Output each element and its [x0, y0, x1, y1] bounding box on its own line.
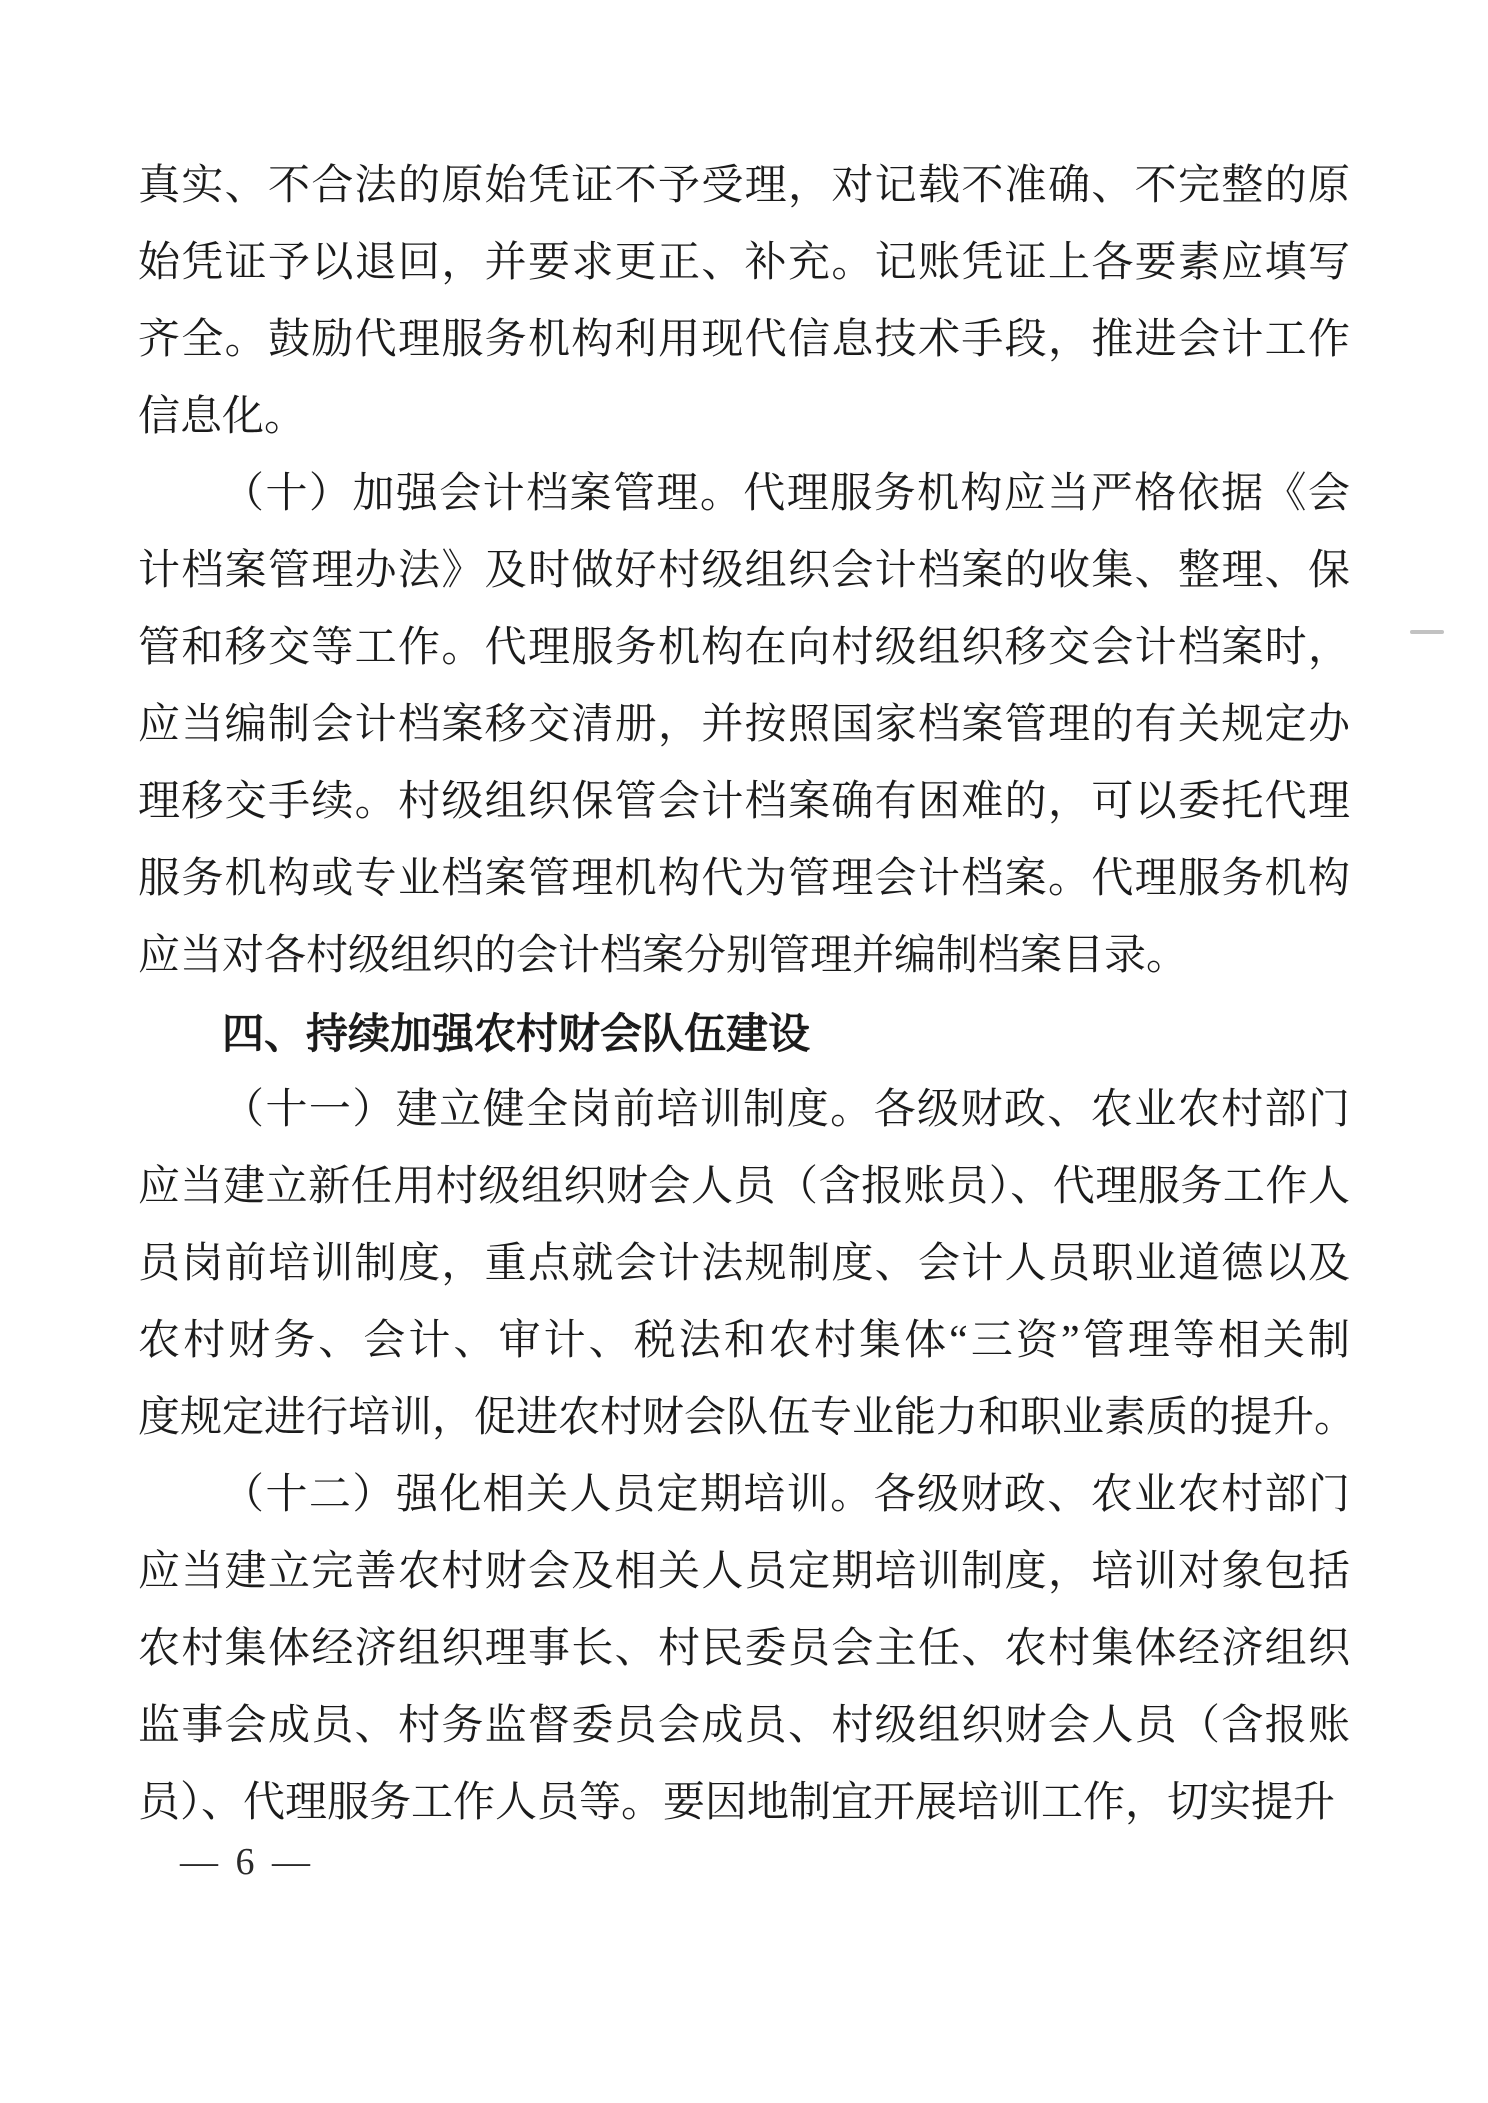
text-line: 应当建立新任用村级组织财会人员（含报账员）、代理服务工作人 [138, 1164, 1350, 1210]
text-line: 度规定进行培训，促进农村财会队伍专业能力和职业素质的提升。 [138, 1395, 1357, 1441]
text-line: 计档案管理办法》及时做好村级组织会计档案的收集、整理、保 [138, 548, 1350, 594]
page-number: — 6 — [180, 1841, 314, 1883]
text-line: 齐全。鼓励代理服务机构利用现代信息技术手段，推进会计工作 [138, 317, 1350, 363]
document-body-text [138, 148, 1357, 1842]
section-heading: 四、持续加强农村财会队伍建设 [222, 1010, 811, 1057]
text-line: 应当编制会计档案移交清册，并按照国家档案管理的有关规定办 [138, 702, 1350, 748]
text-line: 员岗前培训制度，重点就会计法规制度、会计人员职业道德以及 [138, 1241, 1350, 1287]
text-line: 监事会成员、村务监督委员会成员、村级组织财会人员（含报账 [138, 1703, 1350, 1749]
text-line: 员）、代理服务工作人员等。要因地制宜开展培训工作，切实提升 [138, 1780, 1336, 1826]
text-line: 理移交手续。村级组织保管会计档案确有困难的，可以委托代理 [138, 779, 1350, 825]
text-line: 农村集体经济组织理事长、村民委员会主任、农村集体经济组织 [138, 1626, 1350, 1672]
margin-mark-dash [1410, 630, 1444, 634]
text-line: 应当建立完善农村财会及相关人员定期培训制度，培训对象包括 [138, 1549, 1350, 1595]
text-line: 管和移交等工作。代理服务机构在向村级组织移交会计档案时， [138, 625, 1350, 671]
text-line: 始凭证予以退回，并要求更正、补充。记账凭证上各要素应填写 [138, 240, 1350, 286]
text-line: 农村财务、会计、审计、税法和农村集体“三资”管理等相关制 [138, 1318, 1350, 1364]
text-line: （十二）强化相关人员定期培训。各级财政、农业农村部门 [222, 1472, 1350, 1518]
text-line: 服务机构或专业档案管理机构代为管理会计档案。代理服务机构 [138, 856, 1350, 902]
text-line: 应当对各村级组织的会计档案分别管理并编制档案目录。 [138, 933, 1189, 979]
text-line: 真实、不合法的原始凭证不予受理，对记载不准确、不完整的原 [138, 163, 1350, 209]
text-line: （十一）建立健全岗前培训制度。各级财政、农业农村部门 [222, 1087, 1350, 1133]
text-line: 信息化。 [138, 394, 307, 440]
text-line: （十）加强会计档案管理。代理服务机构应当严格依据《会 [222, 471, 1350, 517]
